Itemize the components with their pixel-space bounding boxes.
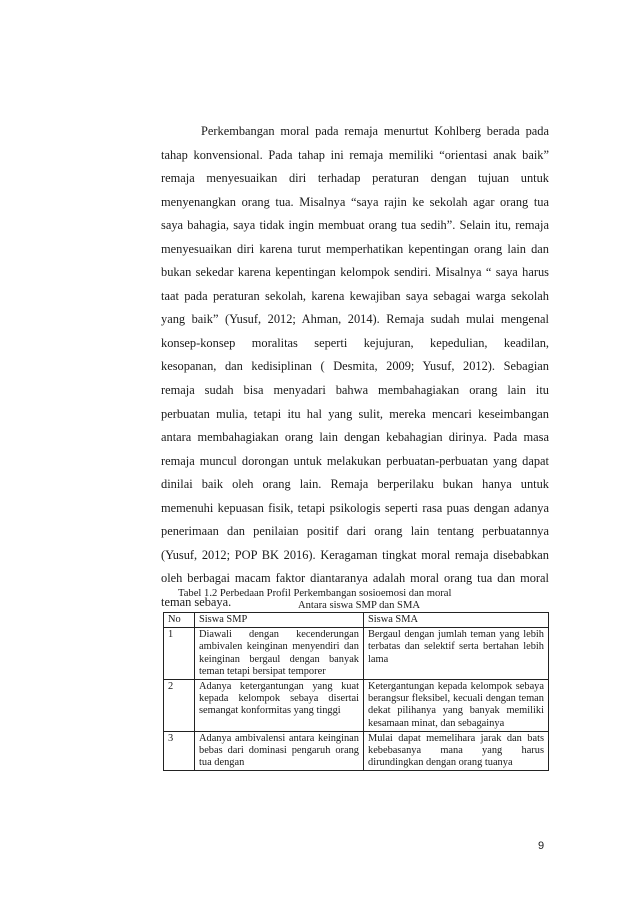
paragraph-line: menyesuaikan diri karena turut memperhatikan kepentingan orang lain dan bbox=[161, 241, 549, 256]
paragraph-line: perbuatan mulia, tetapi itu hal yang sulit, mereka mencari keseimbangan bbox=[161, 406, 549, 421]
paragraph-line: teman sebaya. bbox=[161, 594, 232, 609]
cell-smp: Adanya ambivalensi antara keinginan bebas dari dominasi pengaruh orang tua dengan bbox=[195, 731, 364, 771]
table-row bbox=[164, 731, 549, 771]
paragraph-line: dinilai baik oleh orang lain. Remaja berperilaku bukan hanya untuk bbox=[161, 477, 549, 492]
cell-sma: Bergaul dengan jumlah teman yang lebih terbatas dan selektif serta bertahan lebih lama bbox=[364, 628, 549, 680]
paragraph-line: Perkembangan moral pada remaja menurtut Kohlberg berada pada bbox=[201, 124, 549, 138]
cell-smp: Diawali dengan kecenderungan ambivalen keinginan menyendiri dan keinginan bergaul dengan banyak teman tetapi bersipat temporer bbox=[195, 628, 364, 680]
header-siswa-sma: Siswa SMA bbox=[364, 613, 549, 628]
paragraph-line: antara membahagiakan orang lain dengan kebahagian dirinya. Pada masa bbox=[161, 430, 549, 445]
paragraph-line: saya bahagia, saya tidak ingin membuat orang tua sedih”. Selain itu, remaja bbox=[161, 218, 549, 233]
table-caption bbox=[163, 588, 549, 612]
paragraph-line: yang baik” (Yusuf, 2012; Ahman, 2014). Remaja sudah mulai mengenal bbox=[161, 312, 549, 327]
header-siswa-smp: Siswa SMP bbox=[195, 613, 364, 628]
body-paragraph bbox=[161, 120, 549, 614]
paragraph-line: oleh berbagai macam faktor diantaranya adalah moral orang tua dan moral bbox=[161, 571, 549, 586]
table-row bbox=[164, 628, 549, 680]
paragraph-line: tahap konvensional. Pada tahap ini remaja memiliki “orientasi anak baik” bbox=[161, 147, 549, 162]
table-caption-subtitle: Antara siswa SMP dan SMA bbox=[297, 600, 421, 611]
paragraph-line: remaja menyesuaikan diri terhadap peraturan dengan tujuan untuk bbox=[161, 171, 549, 186]
paragraph-line: taat pada peraturan sekolah, karena kewajiban saya sebagai warga sekolah bbox=[161, 288, 549, 303]
paragraph-line: memenuhi kepuasan fisik, tetapi psikologis seperti rasa puas dengan adanya bbox=[161, 500, 549, 515]
paragraph-line: remaja muncul dorongan untuk melakukan perbuatan-perbuatan yang dapat bbox=[161, 453, 549, 468]
cell-smp: Adanya ketergantungan yang kuat kepada kelompok sebaya disertai semangat konformitas yang tinggi bbox=[195, 680, 364, 732]
paragraph-line: remaja sudah bisa menyadari bahwa membahagiakan orang lain itu bbox=[161, 383, 549, 398]
paragraph-line: konsep-konsep moralitas seperti kejujuran, kepedulian, keadilan, bbox=[161, 335, 549, 350]
table-caption-title: Tabel 1.2 Perbedaan Profil Perkembangan sosioemosi dan moral bbox=[178, 588, 452, 599]
paragraph-line: bukan sekedar karena kepentingan kelompok sendiri. Misalnya “ saya harus bbox=[161, 265, 549, 280]
paragraph-line: penerimaan dan penilaian positif dari orang lain tentang perbuatannya bbox=[161, 524, 549, 539]
row-number: 3 bbox=[164, 731, 195, 771]
header-no: No bbox=[164, 613, 195, 628]
cell-sma: Mulai dapat memelihara jarak dan bats kebebasanya mana yang harus dirundingkan dengan orang tuanya bbox=[364, 731, 549, 771]
row-number: 1 bbox=[164, 628, 195, 680]
cell-sma: Ketergantungan kepada kelompok sebaya berangsur fleksibel, kecuali dengan teman dekat pilihanya yang banyak memiliki kesamaan minat, dan sebagainya bbox=[364, 680, 549, 732]
paragraph-line: kesopanan, dan kedisiplinan ( Desmita, 2009; Yusuf, 2012). Sebagian bbox=[161, 359, 549, 374]
table-row bbox=[164, 680, 549, 732]
comparison-table bbox=[163, 612, 549, 771]
paragraph-line: menyenangkan orang tua. Misalnya “saya rajin ke sekolah agar orang tua bbox=[161, 194, 549, 209]
page-number: 9 bbox=[538, 840, 545, 852]
table-header-row bbox=[164, 613, 549, 628]
row-number: 2 bbox=[164, 680, 195, 732]
paragraph-line: (Yusuf, 2012; POP BK 2016). Keragaman tingkat moral remaja disebabkan bbox=[161, 547, 549, 562]
